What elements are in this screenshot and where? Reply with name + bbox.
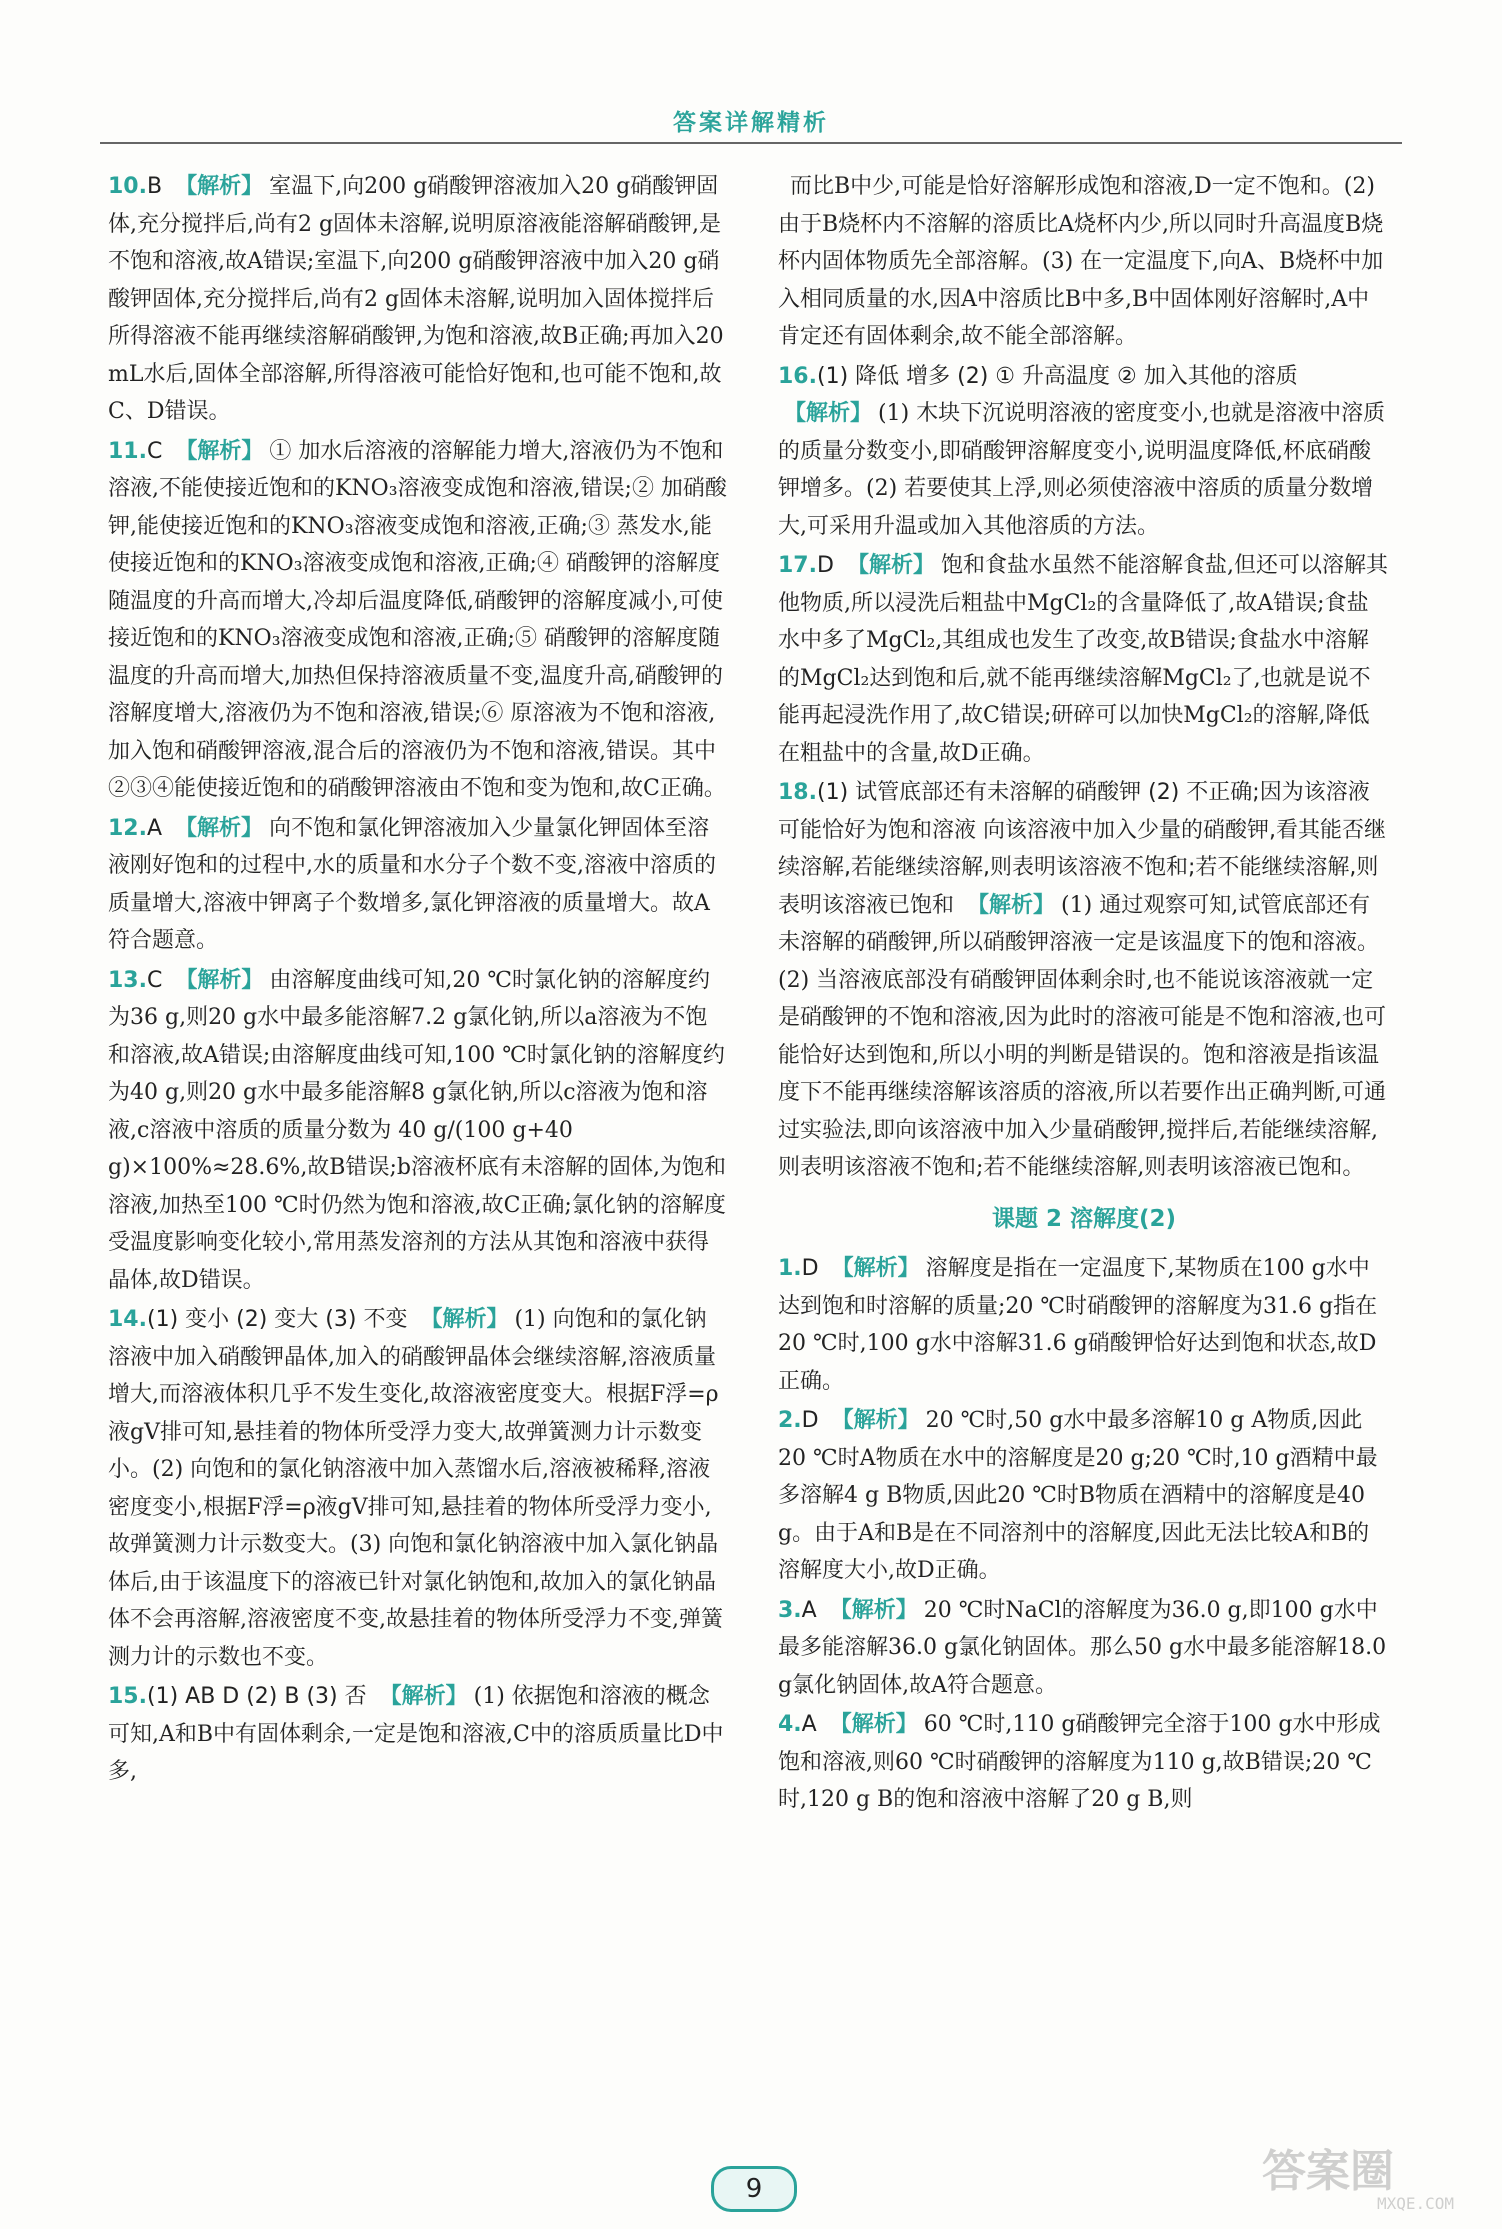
right-column-top [778, 168, 1390, 1187]
analysis-text: ① 加水后溶液的溶解能力增大,溶液仍为不饱和溶液,不能使接近饱和的KNO₃溶液变成饱和溶液,错误;② 加硝酸钾,能使接近饱和的KNO₃溶液变成饱和溶液,正确;③ 蒸发水,能使接近饱和的KNO₃溶液变成饱和溶液,正确;④ 硝酸钾的溶解度随温度的升高而增大,冷却后温度降低,硝酸钾的溶解度减小,可使接近饱和的KNO₃溶液变成饱和溶液,正确;⑤ 硝酸钾的溶解度随温度的升高而增大,加热但保持溶液质量不变,温度升高,硝酸钾的溶解度增大,溶液仍为不饱和溶液,错误;⑥ 原溶液为不饱和溶液,加入饱和硝酸钾溶液,混合后的溶液仍为不饱和溶液,错误。其中②③④能使接近饱和的硝酸钾溶液由不饱和变为饱和,故C正确。 [108, 438, 727, 801]
answer-item [108, 810, 728, 960]
question-number: 18. [778, 780, 817, 805]
answer-text: D [801, 1408, 819, 1433]
analysis-text: 由溶解度曲线可知,20 ℃时氯化钠的溶解度约为36 g,则20 g水中最多能溶解7.2 g氯化钠,所以a溶液为不饱和溶液,故A错误;由溶解度曲线可知,100 ℃时氯化钠的溶解度约为40 g,则20 g水中最多能溶解8 g氯化钠,所以c溶液为饱和溶液,c溶液中溶质的质量分数为 40 g/(100 g+40 g)×100%≈28.6%,故B错误;b溶液杯底有未溶解的固体,为饱和溶液,加热至100 ℃时仍然为饱和溶液,故C正确;氯化钠的溶解度受温度影响变化较小,常用蒸发溶剂的方法从其饱和溶液中获得晶体,故D错误。 [108, 967, 726, 1293]
answer-text: C [146, 438, 163, 464]
analysis-text: (1) 木块下沉说明溶液的密度变小,也就是溶液中溶质的质量分数变小,即硝酸钾溶解度变小,说明温度降低,杯底硝酸钾增多。(2) 若要使其上浮,则必须使溶液中溶质的质量分数增大,可采用升温或加入其他溶质的方法。 [778, 401, 1386, 539]
analysis-tag: 【解析】 [784, 401, 873, 426]
question-number: 13. [108, 967, 147, 993]
analysis-tag: 【解析】 [831, 1408, 920, 1433]
analysis-tag: 【解析】 [379, 1684, 468, 1709]
analysis-tag: 【解析】 [831, 1256, 920, 1281]
analysis-tag: 【解析】 [829, 1712, 918, 1737]
question-number: 2. [778, 1408, 802, 1433]
answer-item [778, 358, 1390, 546]
question-number: 1. [778, 1256, 802, 1281]
watermark-text: 答案圈 [1262, 2146, 1394, 2197]
answer-item [778, 774, 1390, 1187]
question-number: 10. [108, 174, 147, 199]
answer-text: D [816, 553, 834, 578]
analysis-text: 饱和食盐水虽然不能溶解食盐,但还可以溶解其他物质,所以浸洗后粗盐中MgCl₂的含量降低了,故A错误;食盐水中多了MgCl₂,其组成也发生了改变,故B错误;食盐水中溶解的MgCl₂达到饱和后,就不能再继续溶解MgCl₂了,也就是说不能再起浸洗作用了,故C错误;研碎可以加快MgCl₂的溶解,降低在粗盐中的含量,故D正确。 [778, 553, 1388, 766]
right-column [778, 168, 1390, 1821]
analysis-text: 而比B中少,可能是恰好溶解形成饱和溶液,D一定不饱和。(2) 由于B烧杯内不溶解的溶质比A烧杯内少,所以同时升高温度B烧杯内固体物质先全部溶解。(3) 在一定温度下,向A、B烧杯中加入相同质量的水,因A中溶质比B中多,B中固体刚好溶解时,A中肯定还有固体剩余,故不能全部溶解。 [778, 174, 1384, 349]
analysis-tag: 【解析】 [175, 967, 264, 993]
answer-text: (1) 试管底部还有未溶解的硝酸钾 (2) 不正确;因为该溶液可能恰好为饱和溶液 向该溶液中加入少量的硝酸钾,看其能否继续溶解,若能继续溶解,则表明该溶液不饱和;若不能继续溶解,则表明该溶液已饱和 [778, 780, 1386, 918]
analysis-text: 20 ℃时NaCl的溶解度为36.0 g,即100 g水中最多能溶解36.0 g氯化钠固体。那么50 g水中最多能溶解18.0 g氯化钠固体,故A符合题意。 [778, 1597, 1387, 1698]
question-number: 11. [108, 438, 147, 464]
question-number: 3. [778, 1597, 802, 1623]
answer-item [778, 1402, 1390, 1590]
analysis-tag: 【解析】 [175, 174, 264, 199]
analysis-text: 室温下,向200 g硝酸钾溶液加入20 g硝酸钾固体,充分搅拌后,尚有2 g固体未溶解,说明原溶液能溶解硝酸钾,是不饱和溶液,故A错误;室温下,向200 g硝酸钾溶液中加入20 g硝酸钾固体,充分搅拌后,尚有2 g固体未溶解,说明加入固体搅拌后所得溶液不能再继续溶解硝酸钾,为饱和溶液,故B正确;再加入20 mL水后,固体全部溶解,所得溶液可能恰好饱和,也可能不饱和,故C、D错误。 [108, 174, 724, 424]
question-number: 16. [778, 363, 817, 389]
question-number: 14. [108, 1307, 147, 1332]
left-column [108, 168, 728, 1793]
analysis-tag: 【解析】 [175, 438, 264, 464]
analysis-tag: 【解析】 [420, 1307, 509, 1332]
answer-text: (1) 变小 (2) 变大 (3) 不变 [146, 1307, 408, 1332]
section-title: 课题 2 溶解度(2) [991, 1205, 1177, 1232]
question-number: 15. [108, 1684, 147, 1709]
analysis-text: 20 ℃时,50 g水中最多溶解10 g A物质,因此20 ℃时A物质在水中的溶解度是20 g;20 ℃时,10 g酒精中最多溶解4 g B物质,因此20 ℃时B物质在酒精中的溶解度是40 g。由于A和B是在不同溶剂中的溶解度,因此无法比较A和B的溶解度大小,故D正确。 [778, 1408, 1378, 1583]
page-header [0, 0, 1502, 150]
answer-text: D [801, 1256, 819, 1281]
answer-item [778, 1592, 1390, 1705]
analysis-tag: 【解析】 [175, 815, 264, 841]
analysis-tag: 【解析】 [967, 892, 1056, 918]
answer-item [108, 1301, 728, 1676]
analysis-tag: 【解析】 [846, 553, 935, 578]
question-number: 12. [108, 815, 147, 841]
watermark-logo [1262, 2146, 1462, 2220]
analysis-text: (1) 向饱和的氯化钠溶液中加入硝酸钾晶体,加入的硝酸钾晶体会继续溶解,溶液质量增大,而溶液体积几乎不发生变化,故溶液密度变大。根据F浮=ρ液gV排可知,悬挂着的物体所受浮力变大,故弹簧测力计示数变小。(2) 向饱和的氯化钠溶液中加入蒸馏水后,溶液被稀释,溶液密度变小,根据F浮=ρ液gV排可知,悬挂着的物体所受浮力变小,故弹簧测力计示数变大。(3) 向饱和氯化钠溶液中加入氯化钠晶体后,由于该温度下的溶液已针对氯化钠饱和,故加入的氯化钠晶体不会再溶解,溶液密度不变,故悬挂着的物体所受浮力不变,弹簧测力计的示数也不变。 [108, 1307, 723, 1670]
question-number: 17. [778, 553, 817, 578]
analysis-text: (1) 通过观察可知,试管底部还有未溶解的硝酸钾,所以硝酸钾溶液一定是该温度下的饱和溶液。(2) 当溶液底部没有硝酸钾固体剩余时,也不能说该溶液就一定是硝酸钾的不饱和溶液,因为此时的溶液可能是不饱和溶液,也可能恰好达到饱和,所以小明的判断是错误的。饱和溶液是指该温度下不能再继续溶解该溶质的溶液,所以若要作出正确判断,可通过实验法,即向该溶液中加入少量硝酸钾,搅拌后,若能继续溶解,则表明该溶液不饱和;若不能继续溶解,则表明该溶液已饱和。 [778, 892, 1386, 1180]
answer-item [778, 168, 1390, 356]
question-number: 4. [778, 1712, 802, 1737]
analysis-text: 60 ℃时,110 g硝酸钾完全溶于100 g水中形成饱和溶液,则60 ℃时硝酸钾的溶解度为110 g,故B错误;20 ℃时,120 g B的饱和溶液中溶解了20 g B,则 [778, 1712, 1381, 1812]
answer-text: A [146, 815, 163, 841]
answer-item [108, 433, 728, 808]
page-number: 9 [711, 2166, 797, 2212]
answer-text: (1) AB D (2) B (3) 否 [146, 1684, 367, 1709]
analysis-text: 向不饱和氯化钾溶液加入少量氯化钾固体至溶液刚好饱和的过程中,水的质量和水分子个数不变,溶液中溶质的质量增大,溶液中钾离子个数增多,氯化钾溶液的质量增大。故A符合题意。 [108, 815, 716, 953]
analysis-tag: 【解析】 [829, 1597, 918, 1623]
answer-text: A [801, 1597, 817, 1623]
answer-text: (1) 降低 增多 (2) ① 升高温度 ② 加入其他的溶质 [816, 363, 1298, 389]
analysis-text: (1) 依据饱和溶液的概念可知,A和B中有固体剩余,一定是饱和溶液,C中的溶质质量比D中多, [108, 1684, 724, 1784]
answer-item [108, 962, 728, 1300]
answer-item [778, 547, 1390, 772]
right-column-bottom [778, 1250, 1390, 1819]
analysis-text: 溶解度是指在一定温度下,某物质在100 g水中达到饱和时溶解的质量;20 ℃时硝酸钾的溶解度为31.6 g指在20 ℃时,100 g水中溶解31.6 g硝酸钾恰好达到饱和状态,故D正确。 [778, 1256, 1378, 1394]
answer-item [108, 168, 728, 431]
watermark-url: MXQE.COM [1376, 2194, 1454, 2213]
answer-text: A [801, 1712, 817, 1737]
answer-item [778, 1706, 1390, 1819]
answer-text: B [146, 174, 163, 199]
answer-item [778, 1250, 1390, 1400]
header-rule [100, 142, 1402, 144]
answer-text: C [146, 967, 163, 993]
header-title: 答案详解精析 [673, 110, 829, 136]
answer-item [108, 1678, 728, 1791]
